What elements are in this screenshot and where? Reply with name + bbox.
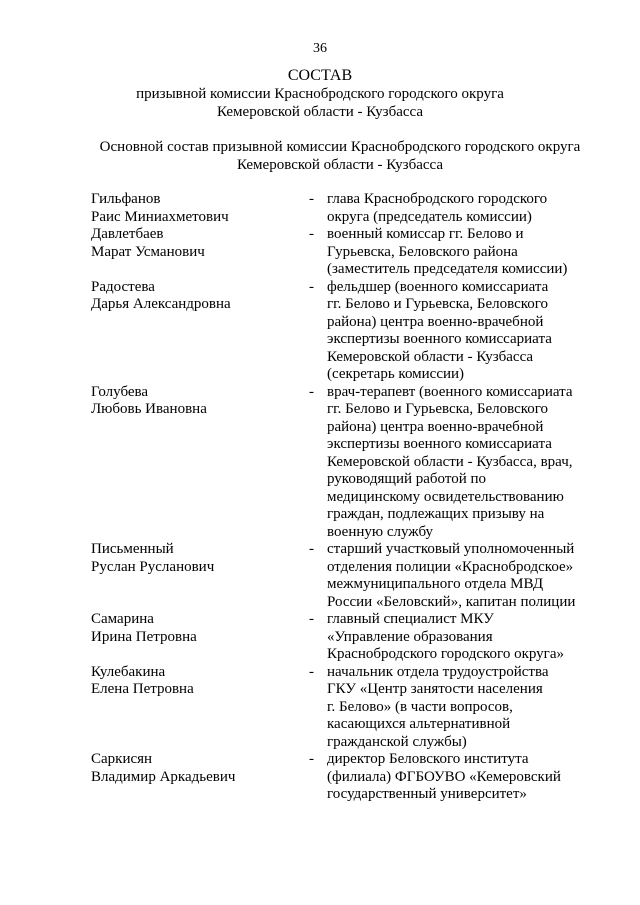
member-role-line: Кемеровской области - Кузбасса	[327, 348, 534, 365]
member-name	[91, 384, 309, 419]
member-role-line: «Управление образования	[327, 628, 493, 645]
member-separator: -	[309, 663, 314, 680]
member-role-line: (филиала) ФГБОУВО «Кемеровский	[327, 768, 561, 785]
member-separator: -	[309, 751, 314, 767]
member-role-line: старший участковый уполномоченный	[327, 541, 575, 557]
member-role-line: (заместитель председателя комиссии)	[327, 261, 568, 277]
member-role-line: медицинскому освидетельствованию	[327, 488, 564, 505]
member-role-line: района) центра военно-врачебной	[327, 313, 544, 330]
members-list	[91, 191, 591, 804]
subtitle-line: призывной комиссии Краснобродского городского округа	[136, 86, 504, 102]
member-role-line: граждан, подлежащих призыву на	[327, 506, 545, 522]
member-given-names: Любовь Ивановна	[91, 401, 207, 417]
member-separator: -	[309, 383, 314, 400]
member-role-line: начальник отдела трудоустройства	[327, 663, 549, 680]
section-heading-line: Кемеровской области - Кузбасса	[236, 156, 444, 173]
member-role-line: (секретарь комиссии)	[327, 366, 465, 382]
member-row	[91, 191, 591, 226]
member-name	[91, 664, 309, 699]
member-row	[91, 664, 591, 752]
member-separator: -	[309, 226, 314, 242]
member-role-line: экспертизы военного комиссариата	[327, 436, 552, 452]
member-role-line: руководящий работой по	[327, 471, 487, 487]
member-role	[327, 541, 591, 611]
member-given-names: Елена Петровна	[91, 681, 194, 697]
member-surname: Самарина	[91, 611, 154, 627]
member-role-line: Гурьевска, Беловского района	[327, 243, 518, 260]
member-role-line: военный комиссар гг. Белово и	[327, 226, 524, 242]
member-role	[327, 191, 591, 226]
member-separator: -	[309, 278, 314, 295]
member-role-line: директор Беловского института	[327, 751, 529, 767]
member-role-line: Кемеровской области - Кузбасса, врач,	[327, 453, 573, 470]
member-role-line: отделения полиции «Краснобродское»	[327, 558, 574, 575]
member-name	[91, 611, 309, 646]
member-row	[91, 751, 591, 804]
member-role-line: касающихся альтернативной	[327, 716, 511, 732]
member-role-line: межмуниципального отдела МВД	[327, 576, 544, 592]
member-role	[327, 384, 591, 542]
member-role	[327, 226, 591, 279]
member-name	[91, 226, 309, 261]
member-role-line: государственный университет»	[327, 786, 527, 802]
document-title: СОСТАВ	[287, 67, 353, 84]
member-role-line: гг. Белово и Гурьевска, Беловского	[327, 296, 549, 312]
member-surname: Давлетбаев	[91, 226, 164, 242]
member-given-names: Дарья Александровна	[91, 296, 231, 312]
member-given-names: Руслан Русланович	[91, 558, 215, 575]
subtitle-line: Кемеровской области - Кузбасса	[216, 103, 424, 120]
member-role-line: главный специалист МКУ	[327, 611, 494, 627]
member-name	[91, 541, 309, 576]
member-surname: Письменный	[91, 541, 174, 557]
member-given-names: Ирина Петровна	[91, 628, 197, 645]
member-separator: -	[309, 191, 314, 207]
member-role	[327, 611, 591, 664]
member-role-line: района) центра военно-врачебной	[327, 418, 544, 435]
member-surname: Голубева	[91, 383, 149, 400]
member-separator: -	[309, 611, 314, 627]
document-subtitle	[0, 86, 640, 121]
member-surname: Кулебакина	[91, 663, 166, 680]
member-role-line: гражданской службы)	[327, 733, 467, 750]
member-role-line: гг. Белово и Гурьевска, Беловского	[327, 401, 549, 417]
member-given-names: Марат Усманович	[91, 243, 205, 260]
section-heading-line: Основной состав призывной комиссии Краснобродского городского округа	[99, 139, 581, 155]
member-role-line: глава Краснобродского городского	[327, 191, 548, 207]
member-row	[91, 611, 591, 664]
member-role-line: врач-терапевт (военного комиссариата	[327, 383, 573, 400]
member-role-line: г. Белово» (в части вопросов,	[327, 698, 513, 715]
member-surname: Гильфанов	[91, 191, 161, 207]
member-role	[327, 664, 591, 752]
member-role-line: округа (председатель комиссии)	[327, 208, 532, 225]
member-given-names: Владимир Аркадьевич	[91, 768, 236, 785]
member-role-line: ГКУ «Центр занятости населения	[327, 681, 543, 697]
member-name	[91, 751, 309, 786]
member-name	[91, 279, 309, 314]
member-row	[91, 541, 591, 611]
member-role-line: России «Беловский», капитан полиции	[327, 593, 576, 610]
member-surname: Радостева	[91, 278, 155, 295]
member-surname: Саркисян	[91, 751, 153, 767]
member-separator: -	[309, 541, 314, 557]
member-role	[327, 279, 591, 384]
member-role	[327, 751, 591, 804]
member-role-line: фельдшер (военного комиссариата	[327, 278, 549, 295]
member-role-line: военную службу	[327, 523, 434, 540]
section-heading	[0, 139, 640, 174]
member-role-line: Краснобродского городского округа»	[327, 646, 564, 662]
member-row	[91, 279, 591, 384]
member-name	[91, 191, 309, 226]
member-role-line: экспертизы военного комиссариата	[327, 331, 552, 347]
member-given-names: Раис Миниахметович	[91, 208, 229, 225]
member-row	[91, 384, 591, 542]
member-row	[91, 226, 591, 279]
page-number: 36	[313, 41, 327, 56]
